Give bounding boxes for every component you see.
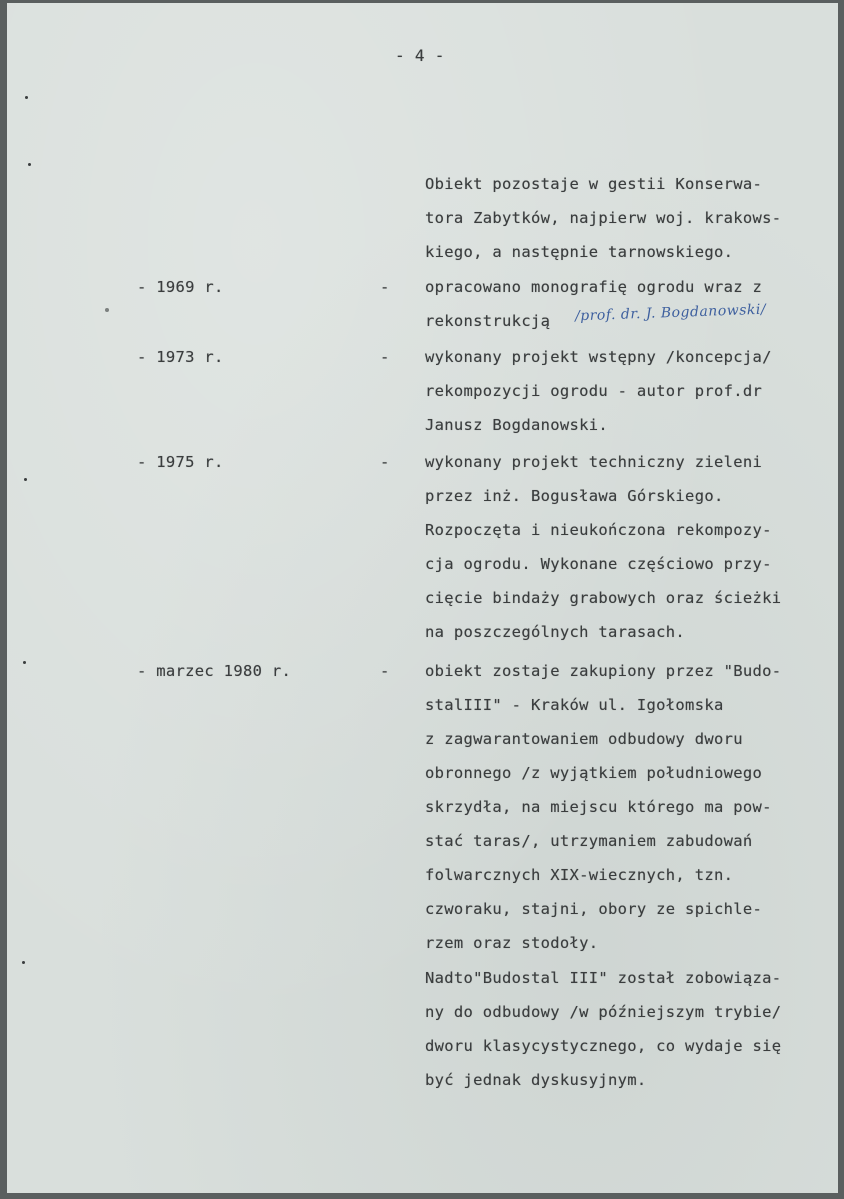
entry-line: dworu klasycystycznego, co wydaje się bbox=[425, 1037, 782, 1055]
entry-line: z zagwarantowaniem odbudowy dworu bbox=[425, 730, 743, 748]
document-page bbox=[7, 3, 838, 1193]
entry-line: Nadto"Budostal III" został zobowiąza- bbox=[425, 969, 782, 987]
entry-dash: - bbox=[380, 662, 390, 680]
entry-line: przez inż. Bogusława Górskiego. bbox=[425, 487, 724, 505]
entry-line: rekonstrukcją bbox=[425, 312, 551, 330]
entry-line: rekompozycji ogrodu - autor prof.dr bbox=[425, 382, 763, 400]
intro-line: Obiekt pozostaje w gestii Konserwa- bbox=[425, 175, 763, 193]
margin-dot bbox=[25, 96, 28, 99]
page-number: - 4 - bbox=[395, 46, 445, 65]
entry-dash: - bbox=[380, 348, 390, 366]
entry-line: ny do odbudowy /w późniejszym trybie/ bbox=[425, 1003, 782, 1021]
entry-line: Janusz Bogdanowski. bbox=[425, 416, 609, 434]
handwritten-annotation: /prof. dr. J. Bogdanowski/ bbox=[574, 301, 767, 325]
margin-dot bbox=[24, 478, 27, 481]
entry-line: wykonany projekt wstępny /koncepcja/ bbox=[425, 348, 772, 366]
entry-line: obronnego /z wyjątkiem południowego bbox=[425, 764, 763, 782]
entry-line: obiekt zostaje zakupiony przez "Budo- bbox=[425, 662, 782, 680]
entry-line: czworaku, stajni, obory ze spichle- bbox=[425, 900, 763, 918]
entry-line: na poszczególnych tarasach. bbox=[425, 623, 686, 641]
margin-dot bbox=[22, 961, 25, 964]
margin-dot bbox=[105, 308, 109, 312]
entry-line: rzem oraz stodoły. bbox=[425, 934, 599, 952]
entry-line: skrzydła, na miejscu którego ma pow- bbox=[425, 798, 772, 816]
entry-line: Rozpoczęta i nieukończona rekompozy- bbox=[425, 521, 772, 539]
intro-line: kiego, a następnie tarnowskiego. bbox=[425, 243, 734, 261]
entry-line: stać taras/, utrzymaniem zabudowań bbox=[425, 832, 753, 850]
entry-line: opracowano monografię ogrodu wraz z bbox=[425, 278, 763, 296]
entry-line: cja ogrodu. Wykonane częściowo przy- bbox=[425, 555, 772, 573]
entry-line: stalIII" - Kraków ul. Igołomska bbox=[425, 696, 724, 714]
entry-line: wykonany projekt techniczny zieleni bbox=[425, 453, 763, 471]
entry-line: folwarcznych XIX-wiecznych, tzn. bbox=[425, 866, 734, 884]
entry-date: - marzec 1980 r. bbox=[137, 662, 292, 680]
entry-line: być jednak dyskusyjnym. bbox=[425, 1071, 647, 1089]
margin-dot bbox=[23, 661, 26, 664]
entry-dash: - bbox=[380, 453, 390, 471]
entry-date: - 1975 r. bbox=[137, 453, 224, 471]
margin-dot bbox=[28, 163, 31, 166]
entry-date: - 1973 r. bbox=[137, 348, 224, 366]
entry-date: - 1969 r. bbox=[137, 278, 224, 296]
entry-dash: - bbox=[380, 278, 390, 296]
intro-line: tora Zabytków, najpierw woj. krakows- bbox=[425, 209, 782, 227]
entry-line: cięcie bindaży grabowych oraz ścieżki bbox=[425, 589, 782, 607]
